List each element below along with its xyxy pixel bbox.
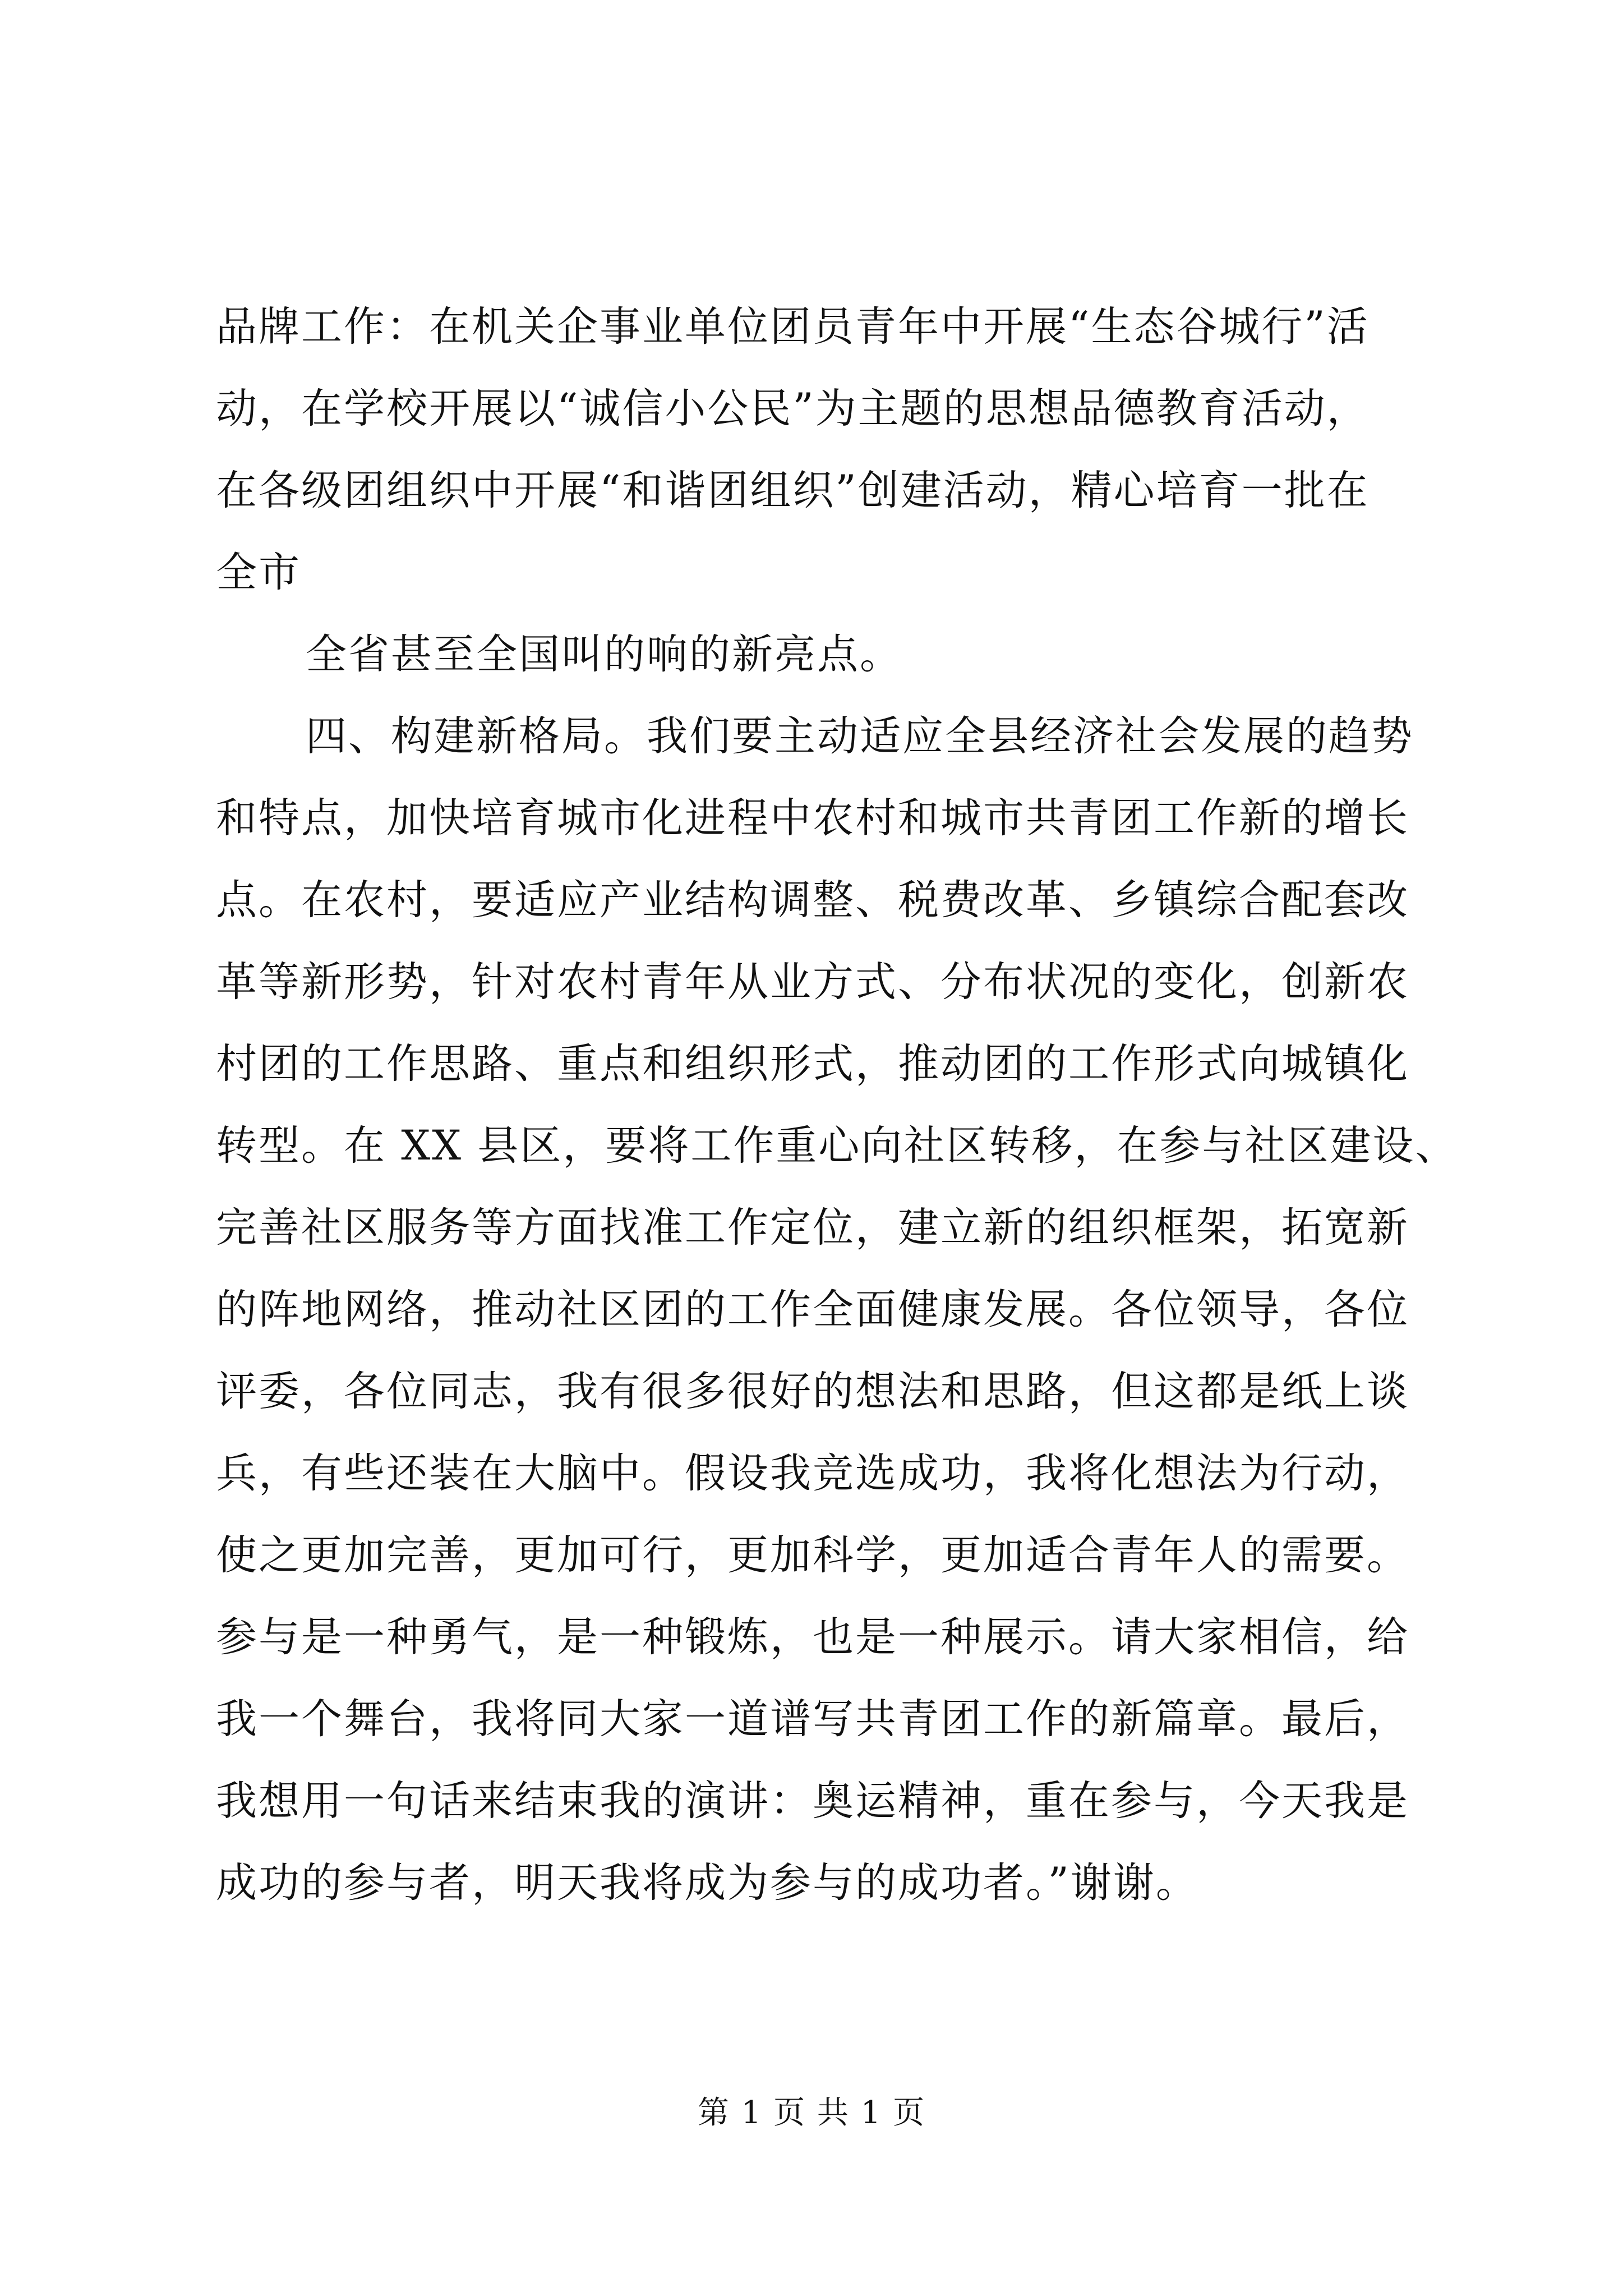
paragraph-line: 村团的工作思路、重点和组织形式，推动团的工作形式向城镇化	[216, 1040, 1409, 1088]
paragraph-line: 在各级团组织中开展“和谐团组织”创建活动，精心培育一批在	[216, 467, 1370, 514]
page-footer	[0, 2093, 1623, 2133]
paragraph-line: 动，在学校开展以“诚信小公民”为主题的思想品德教育活动，	[216, 385, 1370, 432]
paragraph-line: 我一个舞台，我将同大家一道谱写共青团工作的新篇章。最后，	[216, 1695, 1409, 1743]
paragraph-line: 的阵地网络，推动社区团的工作全面健康发展。各位领导，各位	[216, 1286, 1409, 1333]
paragraph-line: 参与是一种勇气，是一种锻炼，也是一种展示。请大家相信，给	[216, 1613, 1409, 1661]
page-number: 第 1 页 共 1 页	[697, 2095, 926, 2131]
paragraph-line: 四、构建新格局。我们要主动适应全县经济社会发展的趋势	[306, 712, 1414, 760]
paragraph-line: 品牌工作：在机关企事业单位团员青年中开展“生态谷城行”活	[216, 303, 1370, 351]
paragraph-line: 革等新形势，针对农村青年从业方式、分布状况的变化，创新农	[216, 958, 1409, 1006]
body-text	[216, 286, 1458, 1924]
paragraph-line: 评委，各位同志，我有很多很好的想法和思路，但这都是纸上谈	[216, 1368, 1409, 1415]
paragraph-line: 使之更加完善，更加可行，更加科学，更加适合青年人的需要。	[216, 1531, 1409, 1579]
paragraph-line: 成功的参与者，明天我将成为参与的成功者。”谢谢。	[216, 1859, 1198, 1907]
paragraph-line: 全省甚至全国叫的响的新亮点。	[306, 631, 902, 678]
paragraph-line: 完善社区服务等方面找准工作定位，建立新的组织框架，拓宽新	[216, 1204, 1409, 1251]
paragraph-line: 点。在农村，要适应产业结构调整、税费改革、乡镇综合配套改	[216, 876, 1409, 924]
paragraph-line: 全市	[216, 549, 301, 596]
paragraph-line: 转型。在 XX 县区，要将工作重心向社区转移，在参与社区建设、	[216, 1122, 1458, 1170]
paragraph-line: 兵，有些还装在大脑中。假设我竞选成功，我将化想法为行动，	[216, 1450, 1409, 1497]
paragraph-line: 我想用一句话来结束我的演讲：奥运精神，重在参与，今天我是	[216, 1777, 1409, 1825]
paragraph-line: 和特点，加快培育城市化进程中农村和城市共青团工作新的增长	[216, 794, 1409, 842]
